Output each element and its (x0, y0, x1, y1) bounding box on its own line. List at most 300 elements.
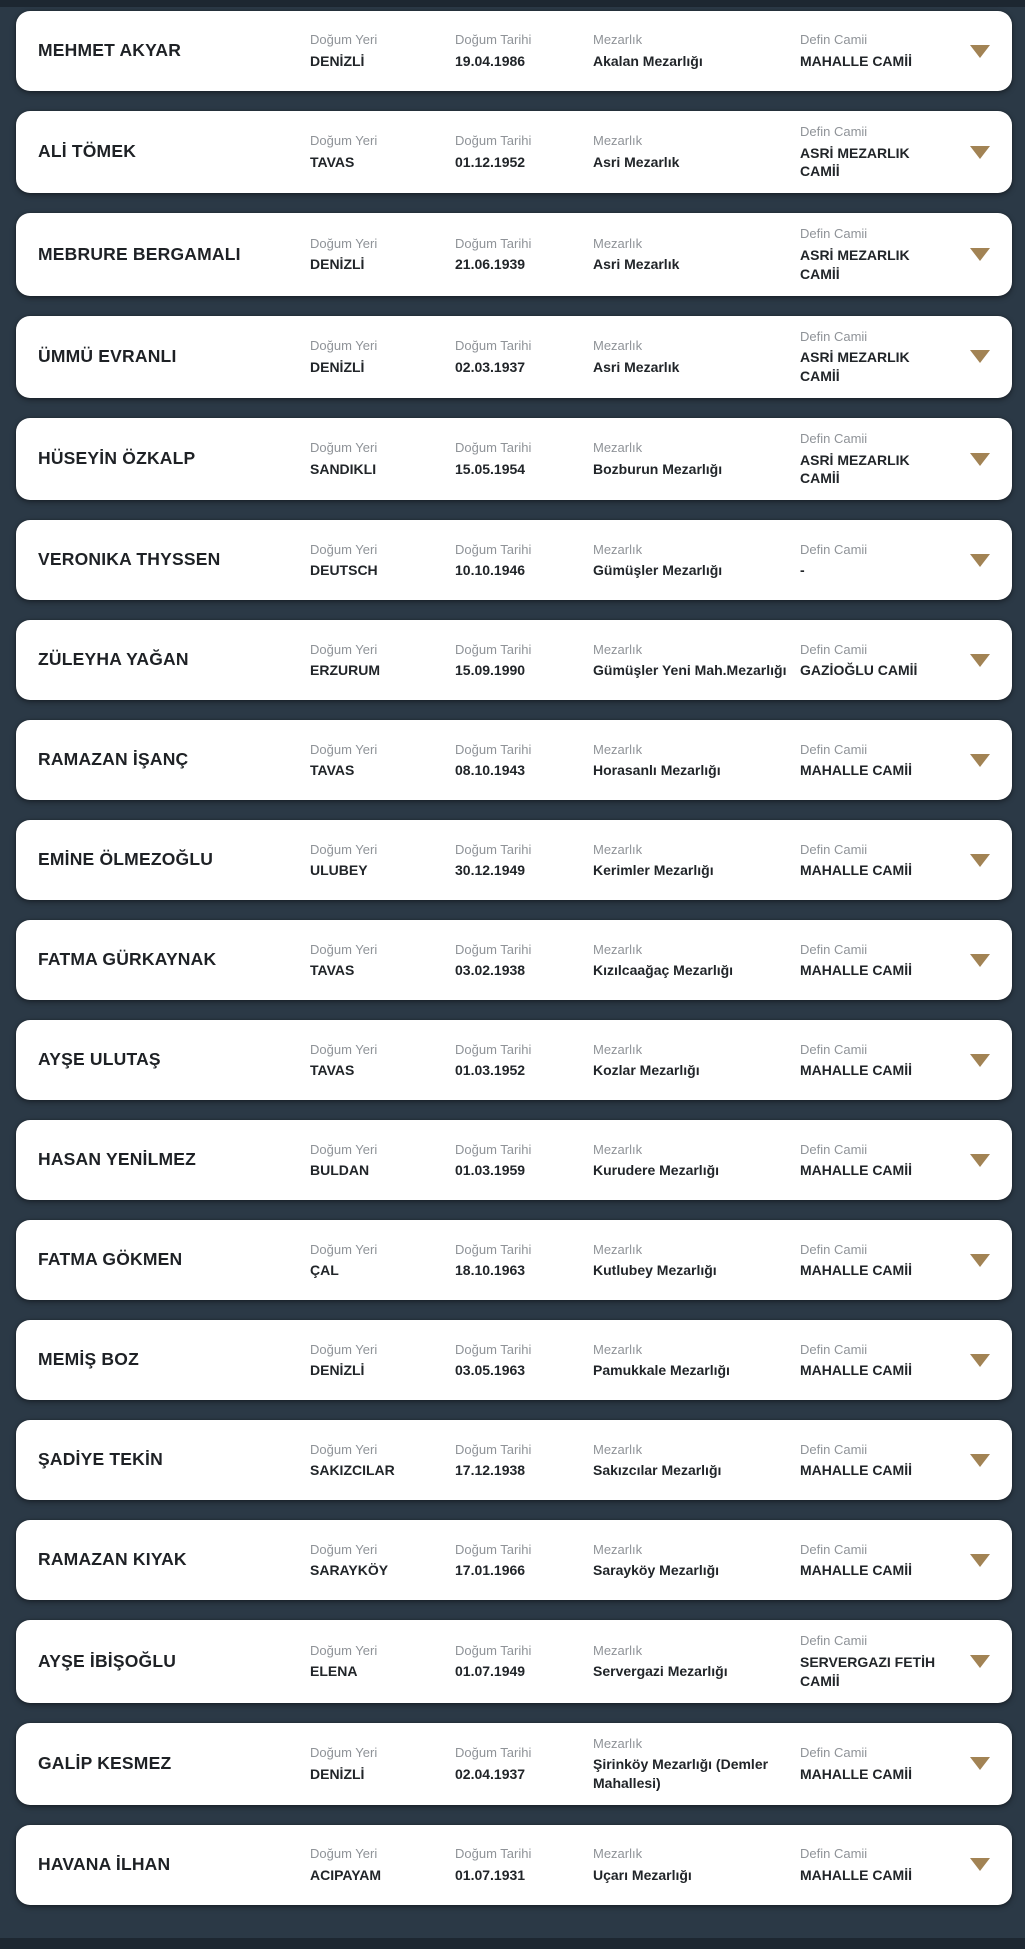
cemetery-value: Uçarı Mezarlığı (593, 1866, 692, 1883)
birth-place-label: Doğum Yeri (310, 841, 378, 857)
birth-place-label: Doğum Yeri (310, 1141, 378, 1157)
chevron-down-icon (970, 554, 990, 567)
birth-place-value: ELENA (310, 1663, 358, 1680)
cemetery-label: Mezarlık (593, 1341, 643, 1357)
mosque-value: - (800, 562, 805, 579)
chevron-down-icon (970, 1655, 990, 1668)
cemetery-label: Mezarlık (593, 841, 643, 857)
expand-row-button[interactable] (968, 1651, 992, 1672)
birth-place-label: Doğum Yeri (310, 941, 378, 957)
cemetery-label: Mezarlık (593, 1846, 643, 1862)
mosque-value: MAHALLE CAMİİ (800, 1866, 912, 1883)
birth-place-label: Doğum Yeri (310, 641, 378, 657)
birth-place-field (310, 641, 455, 680)
birth-place-field (310, 541, 455, 580)
mosque-label: Defin Camii (800, 1633, 868, 1649)
cemetery-value: Kerimler Mezarlığı (593, 862, 714, 879)
birth-date-value: 01.12.1952 (455, 153, 526, 170)
birth-place-field (310, 1541, 455, 1580)
mosque-field (800, 1241, 963, 1280)
mosque-field (800, 225, 963, 283)
birth-date-label: Doğum Tarihi (455, 1441, 532, 1457)
cemetery-value: Kutlubey Mezarlığı (593, 1262, 717, 1279)
mosque-value: MAHALLE CAMİİ (800, 1362, 912, 1379)
deceased-name: ŞADİYE TEKİN (38, 1449, 163, 1470)
deceased-name: VERONIKA THYSSEN (38, 549, 221, 570)
chevron-down-icon (970, 1757, 990, 1770)
expand-row-button[interactable] (968, 1854, 992, 1875)
chevron-down-icon (970, 954, 990, 967)
birth-place-value: TAVAS (310, 153, 355, 170)
expand-row-button[interactable] (968, 850, 992, 871)
expand-row-button[interactable] (968, 550, 992, 571)
birth-place-value: DENİZLİ (310, 256, 365, 273)
birth-place-value: TAVAS (310, 962, 355, 979)
birth-date-label: Doğum Tarihi (455, 1846, 532, 1862)
cemetery-value: Asri Mezarlık (593, 256, 680, 273)
birth-place-label: Doğum Yeri (310, 1441, 378, 1457)
deceased-name: MEMİŞ BOZ (38, 1349, 139, 1370)
cemetery-field (593, 1241, 800, 1280)
mosque-label: Defin Camii (800, 1141, 868, 1157)
birth-place-label: Doğum Yeri (310, 1341, 378, 1357)
record-row[interactable] (16, 1220, 1012, 1300)
cemetery-field (593, 641, 800, 680)
birth-date-label: Doğum Tarihi (455, 941, 532, 957)
record-row[interactable] (16, 920, 1012, 1000)
mosque-field (800, 31, 963, 70)
birth-place-label: Doğum Yeri (310, 133, 378, 149)
birth-place-label: Doğum Yeri (310, 440, 378, 456)
cemetery-value: Sarayköy Mezarlığı (593, 1562, 720, 1579)
cemetery-field (593, 841, 800, 880)
birth-place-label: Doğum Yeri (310, 1745, 378, 1761)
birth-place-field (310, 1744, 455, 1783)
cemetery-label: Mezarlık (593, 541, 643, 557)
cemetery-value: Asri Mezarlık (593, 153, 680, 170)
cemetery-field (593, 741, 800, 780)
chevron-down-icon (970, 1054, 990, 1067)
cemetery-field (593, 439, 800, 478)
mosque-label: Defin Camii (800, 1745, 868, 1761)
record-row[interactable] (16, 1825, 1012, 1905)
cemetery-value: Kızılcaağaç Mezarlığı (593, 962, 734, 979)
birth-place-field (310, 1041, 455, 1080)
birth-place-value: BULDAN (310, 1162, 370, 1179)
birth-place-value: DEUTSCH (310, 562, 378, 579)
birth-place-value: SARAYKÖY (310, 1562, 389, 1579)
birth-date-value: 01.03.1952 (455, 1062, 526, 1079)
chevron-down-icon (970, 854, 990, 867)
mosque-value: MAHALLE CAMİİ (800, 1562, 912, 1579)
birth-date-label: Doğum Tarihi (455, 1541, 532, 1557)
birth-date-value: 10.10.1946 (455, 562, 526, 579)
expand-row-button[interactable] (968, 1550, 992, 1571)
birth-date-label: Doğum Tarihi (455, 1041, 532, 1057)
record-row[interactable] (16, 620, 1012, 700)
chevron-down-icon (970, 1554, 990, 1567)
birth-place-field (310, 1341, 455, 1380)
birth-place-label: Doğum Yeri (310, 32, 378, 48)
birth-place-label: Doğum Yeri (310, 1541, 378, 1557)
birth-date-value: 15.09.1990 (455, 662, 526, 679)
cemetery-value: Kurudere Mezarlığı (593, 1162, 720, 1179)
mosque-value: SERVERGAZI FETİH CAMİİ (800, 1653, 936, 1689)
expand-row-button[interactable] (968, 1753, 992, 1774)
deceased-name: ÜMMÜ EVRANLI (38, 345, 177, 366)
deceased-name: AYŞE İBİŞOĞLU (38, 1650, 177, 1671)
mosque-field (800, 430, 963, 488)
cemetery-label: Mezarlık (593, 741, 643, 757)
birth-date-field (455, 641, 593, 680)
birth-date-field (455, 1744, 593, 1783)
birth-place-label: Doğum Yeri (310, 541, 378, 557)
deceased-name: RAMAZAN KIYAK (38, 1549, 187, 1570)
record-row[interactable] (16, 720, 1012, 800)
cemetery-label: Mezarlık (593, 235, 643, 251)
expand-row-button[interactable] (968, 1450, 992, 1471)
birth-date-label: Doğum Tarihi (455, 1241, 532, 1257)
cemetery-value: Servergazi Mezarlığı (593, 1663, 728, 1680)
mosque-field (800, 1744, 963, 1783)
birth-date-label: Doğum Tarihi (455, 841, 532, 857)
birth-date-field (455, 439, 593, 478)
birth-date-field (455, 1441, 593, 1480)
cemetery-field (593, 941, 800, 980)
birth-place-label: Doğum Yeri (310, 1642, 378, 1658)
record-row[interactable] (16, 316, 1012, 398)
mosque-label: Defin Camii (800, 328, 868, 344)
birth-date-label: Doğum Tarihi (455, 1642, 532, 1658)
birth-date-field (455, 1845, 593, 1884)
birth-date-label: Doğum Tarihi (455, 1341, 532, 1357)
mosque-value: MAHALLE CAMİİ (800, 52, 912, 69)
record-row[interactable] (16, 1320, 1012, 1400)
cemetery-field (593, 1845, 800, 1884)
chevron-down-icon (970, 45, 990, 58)
record-row[interactable] (16, 213, 1012, 295)
expand-row-button[interactable] (968, 244, 992, 265)
expand-row-button[interactable] (968, 1050, 992, 1071)
record-row[interactable] (16, 1120, 1012, 1200)
cemetery-label: Mezarlık (593, 440, 643, 456)
record-row[interactable] (16, 418, 1012, 500)
mosque-value: GAZİOĞLU CAMİİ (800, 662, 918, 679)
mosque-value: MAHALLE CAMİİ (800, 862, 912, 879)
birth-date-value: 01.03.1959 (455, 1162, 526, 1179)
birth-place-label: Doğum Yeri (310, 741, 378, 757)
mosque-field (800, 941, 963, 980)
mosque-label: Defin Camii (800, 226, 868, 242)
cemetery-value: Bozburun Mezarlığı (593, 460, 723, 477)
chevron-down-icon (970, 1354, 990, 1367)
record-row[interactable] (16, 1420, 1012, 1500)
mosque-field (800, 541, 963, 580)
mosque-label: Defin Camii (800, 1846, 868, 1862)
expand-row-button[interactable] (968, 1150, 992, 1171)
birth-place-field (310, 132, 455, 171)
cemetery-value: Akalan Mezarlığı (593, 52, 703, 69)
mosque-field (800, 841, 963, 880)
birth-place-field (310, 1141, 455, 1180)
cemetery-value: Horasanlı Mezarlığı (593, 762, 721, 779)
mosque-label: Defin Camii (800, 1041, 868, 1057)
birth-place-field (310, 439, 455, 478)
record-row[interactable] (16, 820, 1012, 900)
mosque-field (800, 1041, 963, 1080)
birth-date-label: Doğum Tarihi (455, 338, 532, 354)
birth-date-value: 17.01.1966 (455, 1562, 526, 1579)
deceased-name: MEHMET AKYAR (38, 40, 182, 61)
cemetery-label: Mezarlık (593, 941, 643, 957)
cemetery-field (593, 337, 800, 376)
expand-row-button[interactable] (968, 650, 992, 671)
deceased-name: RAMAZAN İŞANÇ (38, 749, 189, 770)
birth-date-value: 15.05.1954 (455, 460, 526, 477)
birth-date-value: 17.12.1938 (455, 1462, 526, 1479)
birth-place-value: DENİZLİ (310, 358, 365, 375)
birth-date-field (455, 741, 593, 780)
cemetery-value: Kozlar Mezarlığı (593, 1062, 700, 1079)
record-row[interactable] (16, 1723, 1012, 1805)
cemetery-field (593, 235, 800, 274)
birth-place-field (310, 1441, 455, 1480)
birth-date-field (455, 31, 593, 70)
birth-place-label: Doğum Yeri (310, 1241, 378, 1257)
cemetery-field (593, 1642, 800, 1681)
mosque-label: Defin Camii (800, 841, 868, 857)
cemetery-value: Asri Mezarlık (593, 358, 680, 375)
mosque-label: Defin Camii (800, 124, 868, 139)
chevron-down-icon (970, 248, 990, 261)
birth-place-label: Doğum Yeri (310, 235, 378, 251)
cemetery-value: Sakızcılar Mezarlığı (593, 1462, 722, 1479)
cemetery-label: Mezarlık (593, 1441, 643, 1457)
birth-date-label: Doğum Tarihi (455, 32, 532, 48)
cemetery-field (593, 1441, 800, 1480)
cemetery-field (593, 31, 800, 70)
deceased-name: HAVANA İLHAN (38, 1854, 171, 1875)
cemetery-field (593, 1041, 800, 1080)
mosque-field (800, 1632, 963, 1690)
birth-date-field (455, 941, 593, 980)
birth-place-label: Doğum Yeri (310, 338, 378, 354)
deceased-name: GALİP KESMEZ (38, 1752, 172, 1773)
birth-date-value: 01.07.1931 (455, 1866, 526, 1883)
deceased-name: HÜSEYİN ÖZKALP (38, 448, 196, 469)
mosque-value: MAHALLE CAMİİ (800, 1462, 912, 1479)
deceased-name: ALİ TÖMEK (38, 141, 137, 162)
mosque-label: Defin Camii (800, 1541, 868, 1557)
cemetery-field (593, 1735, 800, 1793)
expand-row-button[interactable] (968, 750, 992, 771)
expand-row-button[interactable] (968, 41, 992, 62)
birth-date-value: 01.07.1949 (455, 1663, 526, 1680)
deceased-name: FATMA GÜRKAYNAK (38, 949, 217, 970)
mosque-value: ASRİ MEZARLIK CAMİİ (800, 144, 910, 180)
cemetery-field (593, 541, 800, 580)
record-row[interactable] (16, 520, 1012, 600)
cemetery-label: Mezarlık (593, 1541, 643, 1557)
birth-date-field (455, 132, 593, 171)
cemetery-value: Şirinköy Mezarlığı (Demler Mahallesi) (593, 1756, 769, 1792)
birth-date-label: Doğum Tarihi (455, 541, 532, 557)
expand-row-button[interactable] (968, 950, 992, 971)
mosque-field (800, 1541, 963, 1580)
birth-place-field (310, 741, 455, 780)
expand-row-button[interactable] (968, 1250, 992, 1271)
mosque-field (800, 641, 963, 680)
cemetery-label: Mezarlık (593, 133, 643, 149)
birth-place-value: DENİZLİ (310, 1765, 365, 1782)
mosque-value: MAHALLE CAMİİ (800, 1162, 912, 1179)
mosque-label: Defin Camii (800, 32, 868, 48)
expand-row-button[interactable] (968, 449, 992, 470)
cemetery-label: Mezarlık (593, 1041, 643, 1057)
mosque-value: ASRİ MEZARLIK CAMİİ (800, 246, 910, 282)
deceased-name: HASAN YENİLMEZ (38, 1149, 197, 1170)
birth-date-label: Doğum Tarihi (455, 741, 532, 757)
birth-date-value: 02.04.1937 (455, 1765, 526, 1782)
birth-place-field (310, 941, 455, 980)
birth-place-value: ULUBEY (310, 862, 368, 879)
cemetery-value: Gümüşler Yeni Mah.Mezarlığı (593, 662, 787, 679)
record-row[interactable] (16, 1620, 1012, 1702)
birth-date-label: Doğum Tarihi (455, 235, 532, 251)
mosque-label: Defin Camii (800, 741, 868, 757)
birth-date-value: 21.06.1939 (455, 256, 526, 273)
mosque-value: ASRİ MEZARLIK CAMİİ (800, 451, 910, 487)
birth-place-value: ÇAL (310, 1262, 339, 1279)
birth-place-value: ACIPAYAM (310, 1866, 382, 1883)
record-row[interactable] (16, 111, 1012, 193)
record-row[interactable] (16, 1020, 1012, 1100)
birth-date-label: Doğum Tarihi (455, 1745, 532, 1761)
birth-place-label: Doğum Yeri (310, 1041, 378, 1057)
mosque-field (800, 1141, 963, 1180)
birth-place-value: TAVAS (310, 1062, 355, 1079)
birth-date-value: 08.10.1943 (455, 762, 526, 779)
birth-place-value: SAKIZCILAR (310, 1462, 395, 1479)
mosque-field (800, 1441, 963, 1480)
birth-date-label: Doğum Tarihi (455, 133, 532, 149)
record-row[interactable] (16, 1520, 1012, 1600)
mosque-field (800, 741, 963, 780)
record-row[interactable] (16, 11, 1012, 91)
mosque-label: Defin Camii (800, 430, 868, 446)
cemetery-value: Pamukkale Mezarlığı (593, 1362, 730, 1379)
mosque-value: MAHALLE CAMİİ (800, 1262, 912, 1279)
birth-place-value: TAVAS (310, 762, 355, 779)
mosque-field (800, 123, 963, 181)
cemetery-label: Mezarlık (593, 1241, 643, 1257)
birth-place-value: DENİZLİ (310, 52, 365, 69)
cemetery-label: Mezarlık (593, 32, 643, 48)
mosque-field (800, 1341, 963, 1380)
chevron-down-icon (970, 146, 990, 159)
birth-date-field (455, 1341, 593, 1380)
birth-date-label: Doğum Tarihi (455, 641, 532, 657)
mosque-value: ASRİ MEZARLIK CAMİİ (800, 349, 910, 385)
cemetery-label: Mezarlık (593, 1642, 643, 1658)
mosque-label: Defin Camii (800, 1241, 868, 1257)
birth-date-field (455, 541, 593, 580)
birth-date-field (455, 1241, 593, 1280)
birth-date-value: 19.04.1986 (455, 52, 526, 69)
cemetery-field (593, 1541, 800, 1580)
expand-row-button[interactable] (968, 346, 992, 367)
birth-date-value: 03.02.1938 (455, 962, 526, 979)
cemetery-label: Mezarlık (593, 641, 643, 657)
deceased-name: MEBRURE BERGAMALI (38, 243, 241, 264)
birth-date-field (455, 1141, 593, 1180)
expand-row-button[interactable] (968, 142, 992, 163)
deceased-name: ZÜLEYHA YAĞAN (38, 649, 189, 670)
mosque-value: MAHALLE CAMİİ (800, 1062, 912, 1079)
expand-row-button[interactable] (968, 1350, 992, 1371)
birth-place-value: SANDIKLI (310, 460, 377, 477)
mosque-label: Defin Camii (800, 1341, 868, 1357)
birth-date-field (455, 337, 593, 376)
birth-date-field (455, 235, 593, 274)
birth-place-field (310, 1241, 455, 1280)
chevron-down-icon (970, 1454, 990, 1467)
mosque-value: MAHALLE CAMİİ (800, 762, 912, 779)
birth-place-field (310, 31, 455, 70)
mosque-label: Defin Camii (800, 941, 868, 957)
cemetery-value: Gümüşler Mezarlığı (593, 562, 723, 579)
birth-date-label: Doğum Tarihi (455, 440, 532, 456)
birth-date-value: 18.10.1963 (455, 1262, 526, 1279)
mosque-value: MAHALLE CAMİİ (800, 962, 912, 979)
birth-place-field (310, 1642, 455, 1681)
birth-date-value: 30.12.1949 (455, 862, 526, 879)
birth-date-value: 03.05.1963 (455, 1362, 526, 1379)
birth-place-value: ERZURUM (310, 662, 380, 679)
mosque-label: Defin Camii (800, 541, 868, 557)
birth-date-label: Doğum Tarihi (455, 1141, 532, 1157)
mosque-label: Defin Camii (800, 1441, 868, 1457)
mosque-value: MAHALLE CAMİİ (800, 1765, 912, 1782)
chevron-down-icon (970, 1858, 990, 1871)
chevron-down-icon (970, 754, 990, 767)
chevron-down-icon (970, 350, 990, 363)
birth-place-field (310, 337, 455, 376)
cemetery-label: Mezarlık (593, 1141, 643, 1157)
deceased-name: AYŞE ULUTAŞ (38, 1049, 161, 1070)
cemetery-field (593, 1141, 800, 1180)
mosque-field (800, 328, 963, 386)
birth-place-field (310, 841, 455, 880)
birth-date-field (455, 841, 593, 880)
cemetery-field (593, 132, 800, 171)
deceased-name: FATMA GÖKMEN (38, 1249, 183, 1270)
chevron-down-icon (970, 654, 990, 667)
chevron-down-icon (970, 1154, 990, 1167)
birth-date-field (455, 1541, 593, 1580)
chevron-down-icon (970, 1254, 990, 1267)
mosque-field (800, 1845, 963, 1884)
cemetery-label: Mezarlık (593, 1735, 643, 1751)
mosque-label: Defin Camii (800, 641, 868, 657)
birth-place-label: Doğum Yeri (310, 1846, 378, 1862)
birth-place-field (310, 235, 455, 274)
deceased-name: EMİNE ÖLMEZOĞLU (38, 849, 214, 870)
birth-place-field (310, 1845, 455, 1884)
birth-place-value: DENİZLİ (310, 1362, 365, 1379)
chevron-down-icon (970, 453, 990, 466)
cemetery-label: Mezarlık (593, 338, 643, 354)
